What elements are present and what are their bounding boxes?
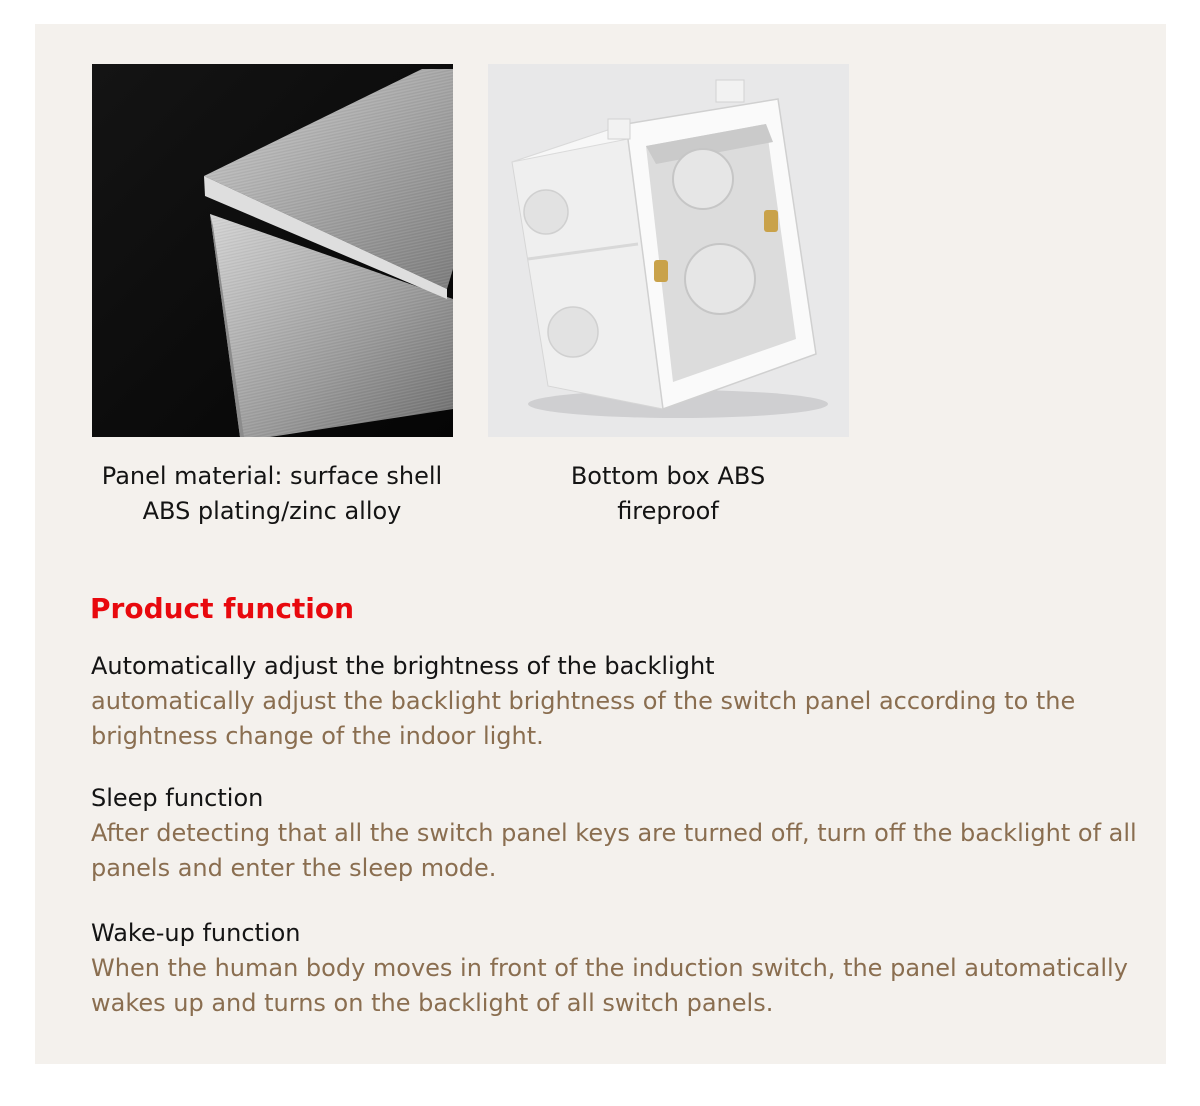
- description-line: brightness change of the indoor light.: [91, 722, 544, 750]
- description-line: wakes up and turns on the backlight of all switch panels.: [91, 989, 774, 1017]
- caption-line: Bottom box ABS: [570, 462, 766, 490]
- metal-panels-illustration: [92, 64, 453, 437]
- feature-wake-up: [91, 917, 1151, 1021]
- description-line: automatically adjust the backlight brightness of the switch panel according to the: [91, 687, 1076, 715]
- feature-title: Automatically adjust the brightness of the backlight: [91, 652, 715, 680]
- bottom-box-photo: [488, 64, 849, 437]
- caption-line: Panel material: surface shell: [101, 462, 443, 490]
- feature-auto-brightness: [91, 650, 1151, 754]
- bottom-box-caption: [468, 459, 868, 529]
- product-function-title: Product function: [90, 592, 355, 625]
- feature-description: [91, 951, 1151, 1021]
- description-line: panels and enter the sleep mode.: [91, 854, 497, 882]
- feature-sleep: [91, 782, 1151, 886]
- panel-material-caption: [72, 459, 472, 529]
- caption-line: ABS plating/zinc alloy: [142, 497, 402, 525]
- abs-box-illustration: [488, 64, 849, 437]
- feature-title: Wake-up function: [91, 919, 301, 947]
- caption-line: fireproof: [617, 497, 719, 525]
- description-line: When the human body moves in front of the induction switch, the panel automatically: [91, 954, 1128, 982]
- description-line: After detecting that all the switch panel keys are turned off, turn off the backlight of all: [91, 819, 1137, 847]
- feature-title: Sleep function: [91, 784, 264, 812]
- product-info-card: [35, 24, 1166, 1064]
- feature-description: [91, 816, 1151, 886]
- panel-material-photo: [92, 64, 453, 437]
- feature-description: [91, 684, 1151, 754]
